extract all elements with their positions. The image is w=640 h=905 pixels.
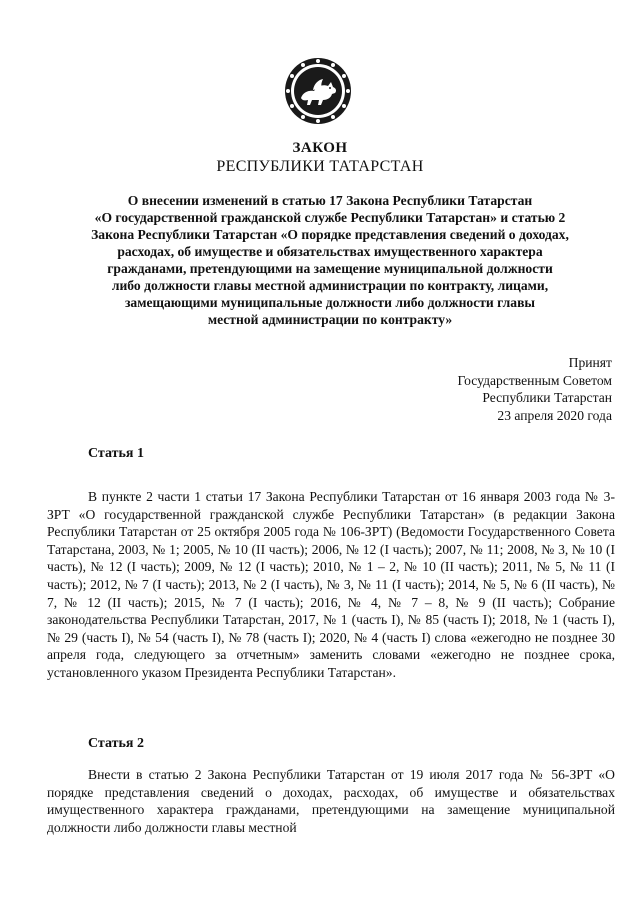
- headline-line: либо должности главы местной администрации по контракту, лицами,: [111, 278, 549, 293]
- law-title: ЗАКОН: [292, 140, 348, 156]
- adoption-line: Республики Татарстан: [482, 390, 612, 405]
- article-2-text: Внести в статью 2 Закона Республики Татарстан от 19 июля 2017 года № 56-ЗРТ «О порядке представления сведений о доходах, расходах, об имуществе и обязательствах имущественного характера гражданами, претендующими на замещение муниципальной должности либо должности главы местной: [47, 767, 615, 835]
- article-1-title: Статья 1: [88, 446, 144, 461]
- law-subtitle: РЕСПУБЛИКИ ТАТАРСТАН: [216, 158, 424, 175]
- headline-line: замещающими муниципальные должности либо должности главы: [124, 295, 536, 310]
- adoption-line: Государственным Советом: [457, 372, 612, 388]
- article-2-title: Статья 2: [88, 736, 144, 751]
- adoption-line: Принят: [568, 355, 612, 370]
- adoption-date: 23 апреля 2020 года: [497, 407, 612, 423]
- headline-line: расходах, об имуществе и обязательствах имущественного характера: [117, 244, 543, 259]
- headline-line: гражданами, претендующими на замещение муниципальной должности: [107, 261, 553, 276]
- headline-line: Закона Республики Татарстан «О порядке представления сведений о доходах,: [91, 227, 569, 242]
- headline-line: местной администрации по контракту»: [207, 312, 453, 327]
- adoption-note: [457, 354, 612, 424]
- law-headline: [40, 192, 620, 328]
- tatarstan-coat-of-arms-icon: [283, 56, 353, 126]
- article-1-text: В пункте 2 части 1 статьи 17 Закона Республики Татарстан от 16 января 2003 года № 3-ЗРТ «О государственной гражданской службе Республики Татарстан» (в редакции Закона Республики Татарстан от 25 октября 2005 года № 106-ЗРТ) (Ведомости Государственного Совета Татарстана, 2003, № 1; 2005, № 10 (II часть); 2006, № 12 (I часть); 2007, № 11; 2008, № 3, № 10 (I часть), № 12 (I часть); 2009, № 12 (I часть); 2010, № 1 – 2, № 10 (II часть); 2011, № 5, № 11 (I часть); 2012, № 7 (I часть); 2013, № 2 (I часть), № 3, № 11 (I часть); 2014, № 5, № 6 (II часть), № 7, № 12 (II часть); 2015, № 7 (I часть); 2016, № 4, № 7 – 8, № 9 (II часть); Собрание законодательства Республики Татарстан, 2017, № 1 (часть I), № 85 (часть I); 2018, № 1 (часть I), № 29 (часть I), № 54 (часть I), № 78 (часть I); 2020, № 4 (часть I) слова «ежегодно не позднее 30 апреля года, следующего за отчетным» заменить словами «ежегодно не позднее срока, установленного указом Президента Республики Татарстан».: [47, 489, 615, 680]
- headline-line: «О государственной гражданской службе Республики Татарстан» и статью 2: [94, 210, 566, 225]
- headline-line: О внесении изменений в статью 17 Закона Республики Татарстан: [127, 193, 533, 208]
